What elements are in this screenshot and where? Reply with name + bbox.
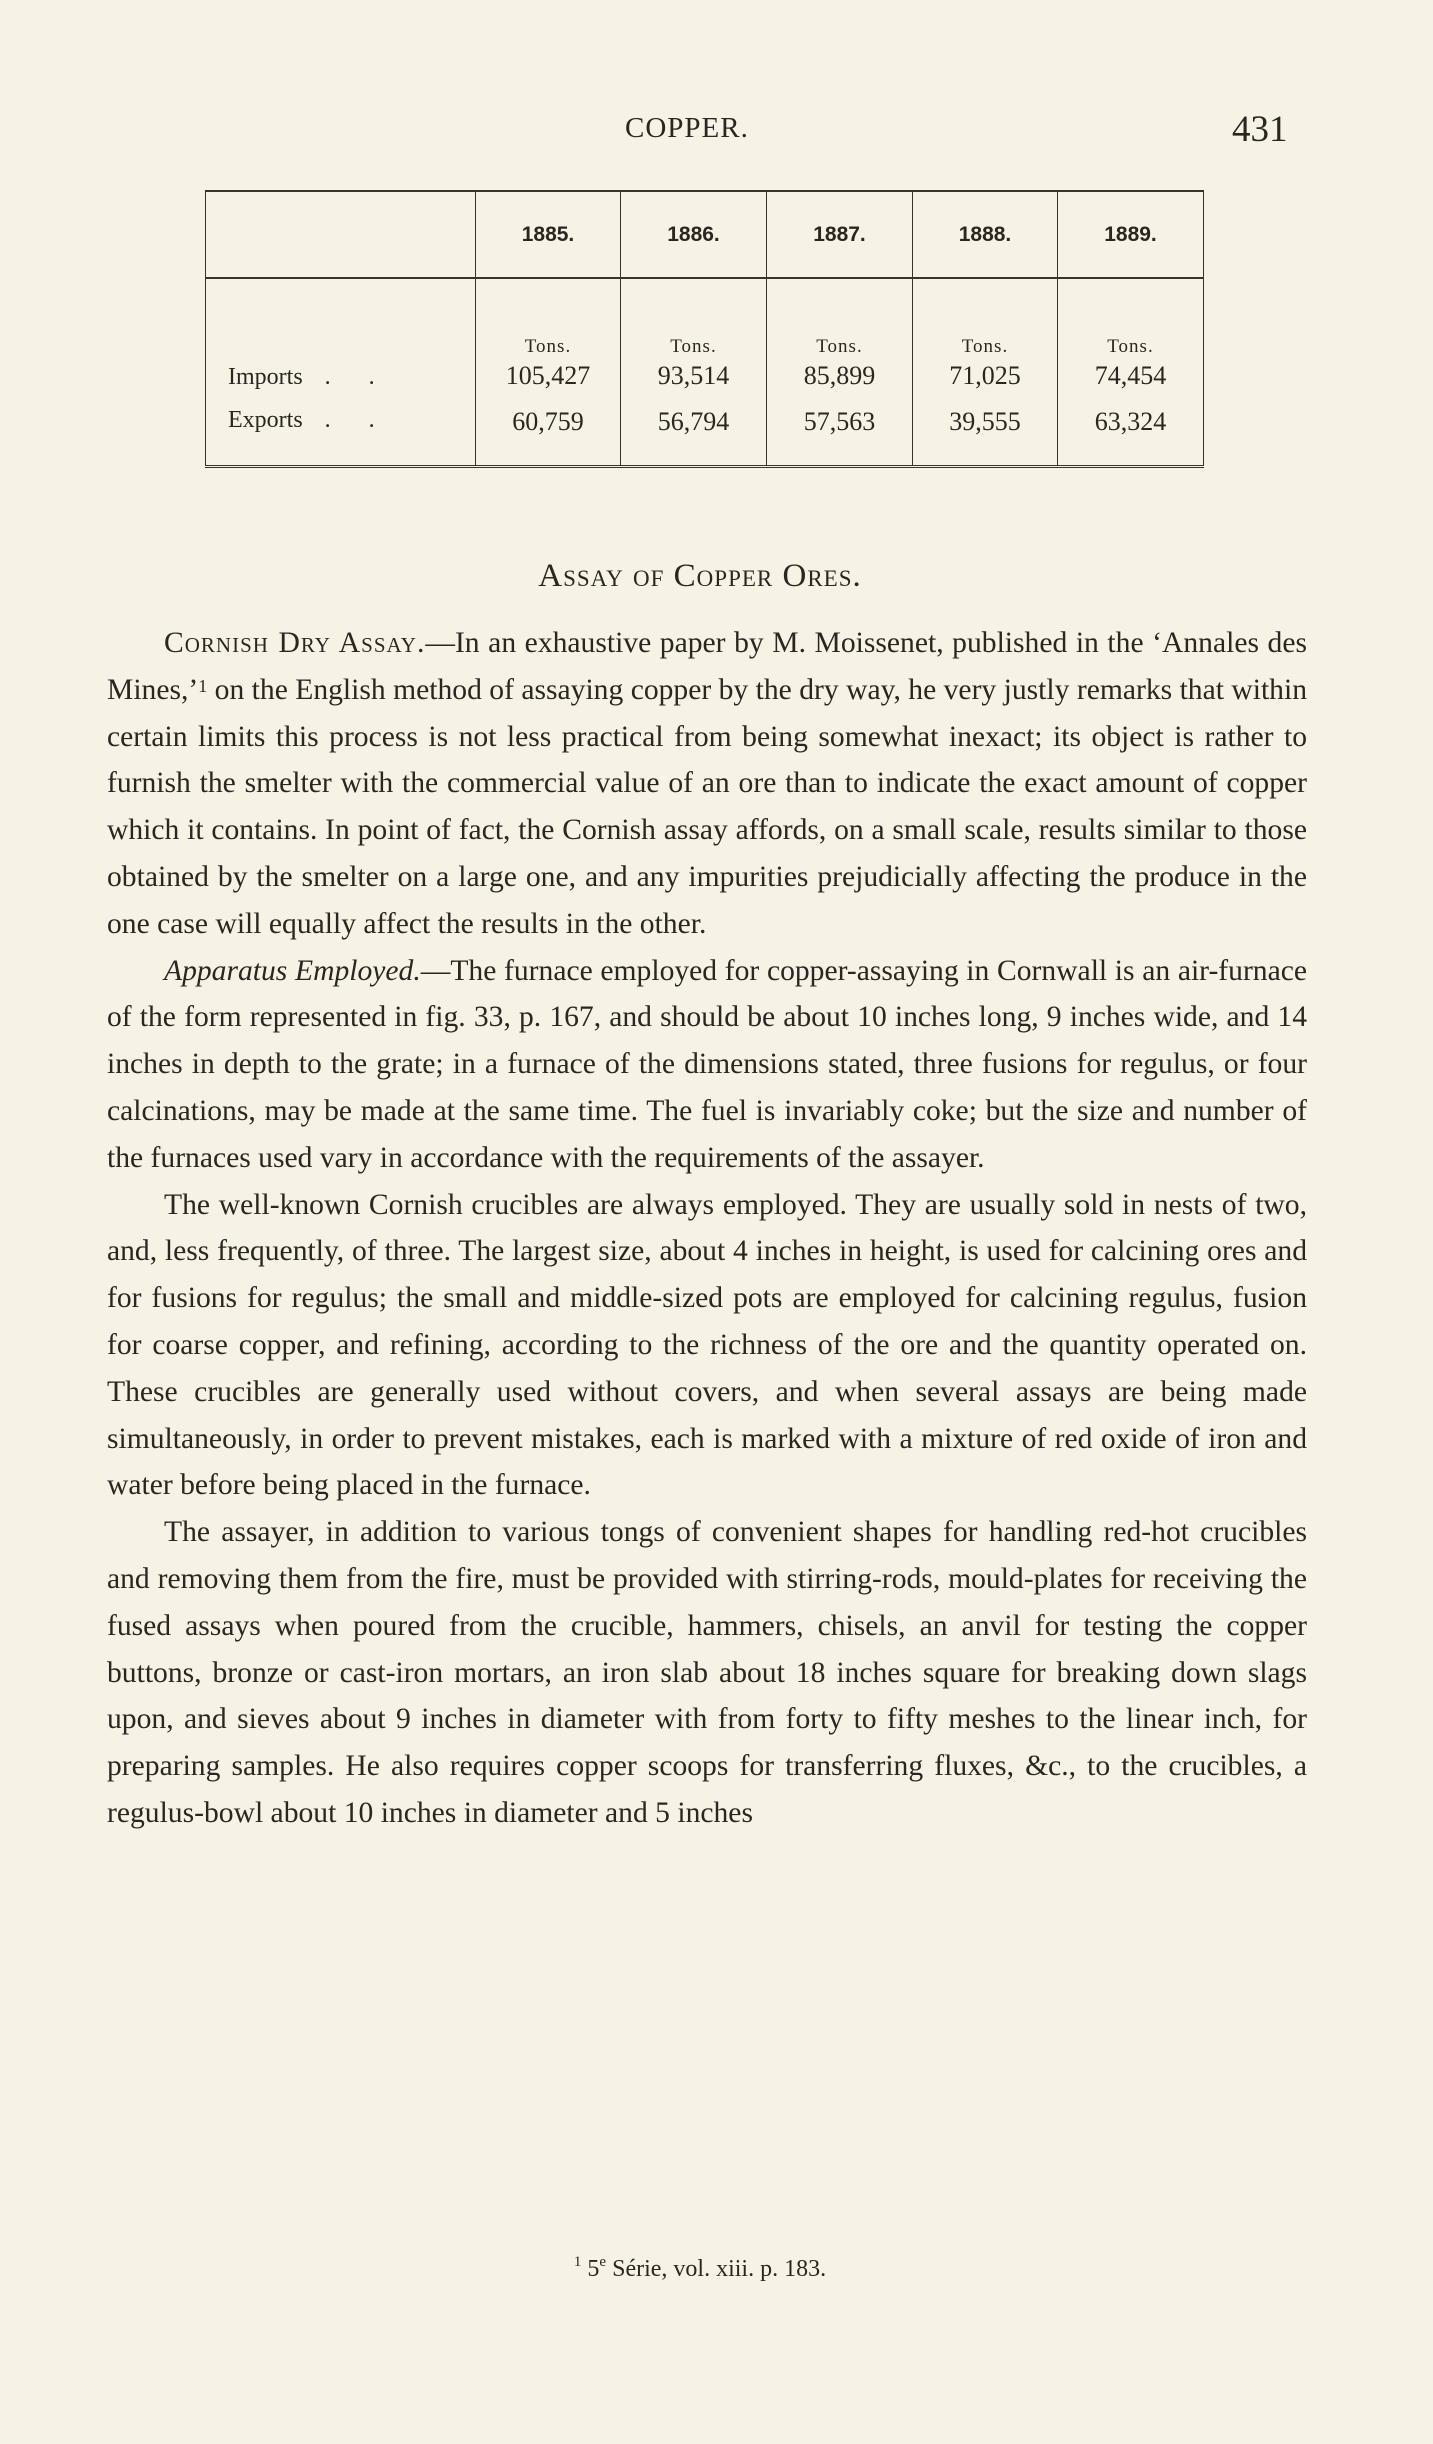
table-row	[206, 403, 1204, 467]
year-header: 1886.	[621, 191, 767, 278]
table-cell	[913, 278, 1058, 403]
cell-value: 105,427	[505, 361, 591, 390]
unit-label: Tons.	[961, 336, 1009, 357]
unit-label: Tons.	[524, 336, 572, 357]
unit-label: Tons.	[816, 336, 863, 357]
row-label: Imports	[228, 364, 303, 390]
copper-trade-table	[205, 190, 1204, 468]
cell-value: 93,514	[657, 361, 730, 390]
year-header: 1887.	[767, 191, 913, 278]
paragraph-lead: Apparatus Employed.	[164, 954, 421, 987]
cell-value: 74,454	[1094, 361, 1167, 390]
cell-value: 85,899	[803, 361, 876, 390]
year-header: 1888.	[913, 191, 1058, 278]
footnote-marker: 1	[573, 2254, 582, 2270]
table-cell: 60,759	[476, 403, 621, 467]
footnote-ref: 1	[198, 675, 208, 696]
footnote-series-sup: e	[599, 2254, 607, 2270]
paragraph	[107, 948, 1307, 1182]
footnote-series-number: 5	[587, 2256, 600, 2282]
paragraph-text: —The furnace employed for copper-assaying in Cornwall is an air-furnace of the form represented in fig. 33, p. 167, and should be about 10 inches long, 9 inches wide, and 14 inches in depth to the grate; in a furnace of the dimensions stated, three fusions for regulus, or four calcinations, may be made at the same time. The fuel is invariably coke; but the size and number of the furnaces used vary in accordance with the requirements of the assayer.	[107, 954, 1308, 1174]
footnote	[0, 2256, 1400, 2283]
paragraph: The well-known Cornish crucibles are always employed. They are usually sold in nests of two, and, less frequently, of three. The largest size, about 4 inches in height, is used for calcining ores and for fusions for regulus; the small and middle-sized pots are employed for calcining regulus, fusion for coarse copper, and refining, according to the richness of the ore and the quantity operated on. These crucibles are generally used without covers, and when several assays are being made simultaneously, in order to prevent mistakes, each is marked with a mixture of red oxide of iron and water before being placed in the furnace.	[107, 1188, 1307, 1502]
row-label-cell	[206, 278, 476, 403]
row-label-cell	[206, 403, 476, 467]
table-header-row	[206, 191, 1204, 278]
table-cell	[621, 278, 767, 403]
footnote-text: Série, vol. xiii. p. 183.	[606, 2256, 827, 2282]
table-corner-cell	[206, 191, 476, 278]
body-text	[107, 620, 1307, 1837]
paragraph: The assayer, in addition to various tongs of convenient shapes for handling red-hot crucibles and removing them from the fire, must be provided with stirring-rods, mould-plates for receiving the fused assays when poured from the crucible, hammers, chisels, an anvil for testing the copper buttons, bronze or cast-iron mortars, an iron slab about 18 inches square for breaking down slags upon, and sieves about 9 inches in diameter with from forty to fifty meshes to the linear inch, for preparing samples. He also requires copper scoops for transferring fluxes, &c., to the crucibles, a regulus-bowl about 10 inches in diameter and 5 inches	[107, 1516, 1307, 1829]
leader-dots: ..	[324, 364, 413, 390]
table-cell: 57,563	[767, 403, 913, 467]
table-cell: 56,794	[621, 403, 767, 467]
running-title: COPPER.	[625, 112, 749, 144]
paragraph-lead: Cornish Dry Assay.	[164, 627, 426, 659]
paragraph	[107, 620, 1307, 948]
unit-label: Tons.	[670, 336, 717, 357]
running-head	[0, 108, 1433, 158]
year-header: 1885.	[476, 191, 621, 278]
table-cell: 39,555	[913, 403, 1058, 467]
section-heading: Assay of Copper Ores.	[538, 558, 862, 594]
row-label: Exports	[228, 407, 303, 433]
year-header: 1889.	[1058, 191, 1204, 278]
paragraph-text: —In an exhaustive paper by M. Moissenet, published in the ‘Annales des Mines,’	[107, 627, 1308, 706]
table-cell	[476, 278, 621, 403]
table-cell: 63,324	[1058, 403, 1204, 467]
table-cell	[767, 278, 913, 403]
page-number: 431	[1232, 109, 1288, 150]
table-cell	[1058, 278, 1204, 403]
paragraph-text: on the English method of assaying copper by the dry way, he very justly remarks that within certain limits this process is not less practical from being somewhat inexact; its object is rather to furnish the smelter with the commercial value of an ore than to indicate the exact amount of copper which it contains. In point of fact, the Cornish assay affords, on a small scale, results similar to those obtained by the smelter on a large one, and any impurities prejudicially affecting the produce in the one case will equally affect the results in the other.	[107, 673, 1307, 940]
cell-value: 71,025	[949, 361, 1021, 390]
table-row	[206, 278, 1204, 403]
leader-dots: ..	[324, 407, 413, 433]
unit-label: Tons.	[1107, 336, 1154, 357]
